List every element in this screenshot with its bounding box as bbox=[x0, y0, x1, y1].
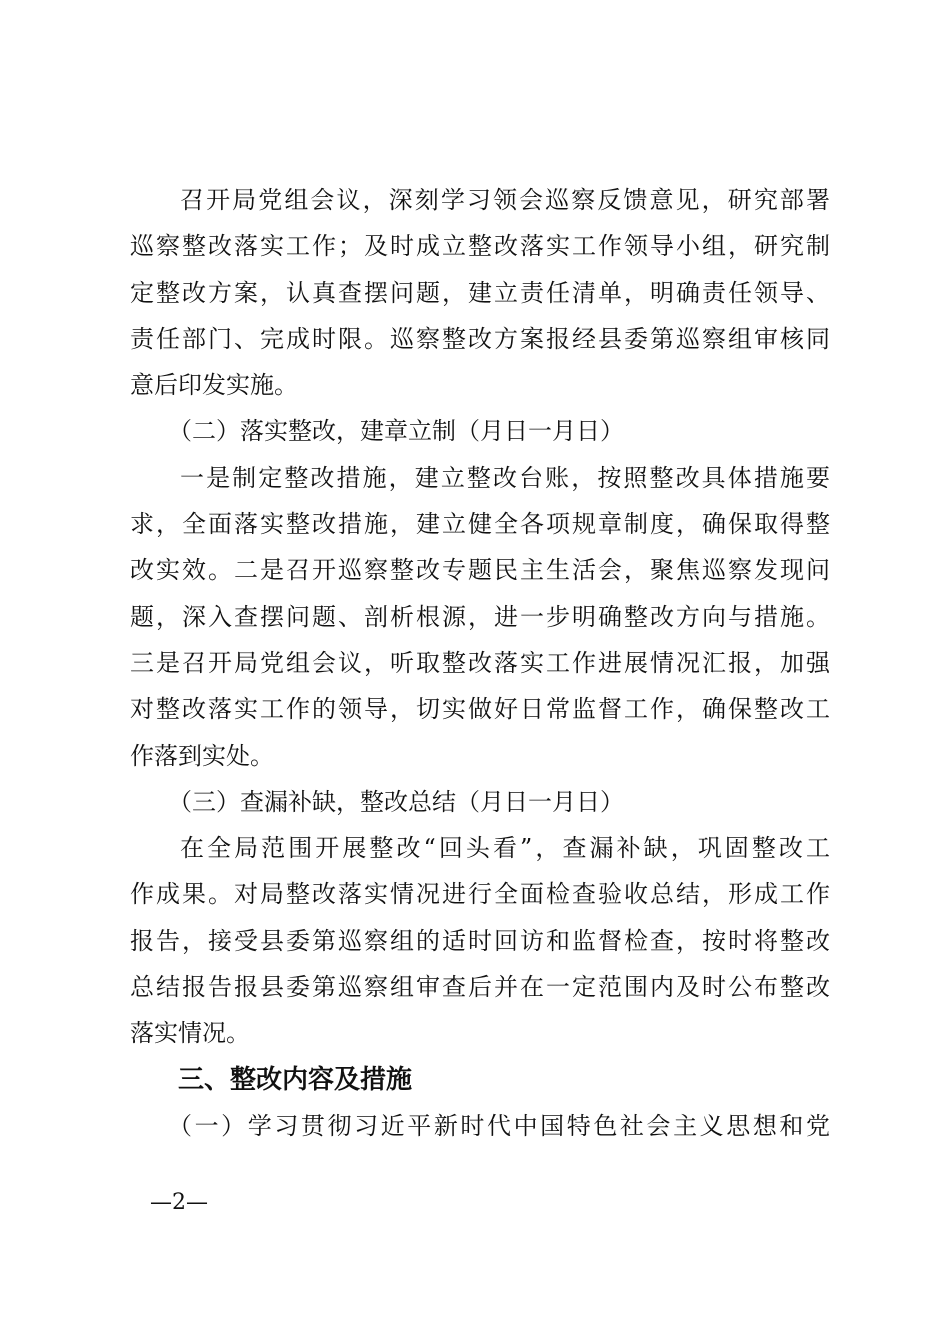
text-line: 召开局党组会议，深刻学习领会巡察反馈意见，研究部署 bbox=[180, 186, 830, 214]
paragraph bbox=[130, 825, 830, 1056]
document-body bbox=[130, 177, 830, 1149]
text-line: 对整改落实工作的领导，切实做好日常监督工作，确保整改工 bbox=[130, 695, 830, 724]
text-line: （一）学习贯彻习近平新时代中国特色社会主义思想和党 bbox=[168, 1111, 830, 1140]
page-number: —2— bbox=[150, 1190, 208, 1215]
text-line: 作成果。对局整改落实情况进行全面检查验收总结，形成工作 bbox=[130, 880, 830, 909]
text-line: 定整改方案，认真查摆问题，建立责任清单，明确责任领导、 bbox=[130, 278, 830, 307]
text-line: 报告，接受县委第巡察组的适时回访和监督检查，按时将整改 bbox=[130, 926, 830, 955]
paragraph bbox=[130, 177, 830, 408]
text-line: 责任部门、完成时限。巡察整改方案报经县委第巡察组审核同 bbox=[130, 324, 830, 353]
text-line: 改实效。二是召开巡察整改专题民主生活会，聚焦巡察发现问 bbox=[130, 556, 830, 585]
section-heading bbox=[130, 1057, 830, 1103]
text-line: 一是制定整改措施，建立整改台账，按照整改具体措施要 bbox=[180, 463, 830, 492]
text-line: 总结报告报县委第巡察组审查后并在一定范围内及时公布整改 bbox=[130, 973, 830, 1002]
text-line: （二）落实整改，建章立制（月日一月日） bbox=[168, 417, 624, 446]
paragraph bbox=[130, 455, 830, 779]
text-line: 意后印发实施。 bbox=[130, 371, 298, 400]
text-line: 巡察整改落实工作；及时成立整改落实工作领导小组，研究制 bbox=[130, 232, 830, 261]
subsection-heading bbox=[130, 779, 830, 825]
subsection-heading bbox=[130, 408, 830, 454]
text-line: 三、整改内容及措施 bbox=[178, 1064, 413, 1095]
text-line: 在全局范围开展整改“回头看”，查漏补缺，巩固整改工 bbox=[180, 834, 830, 863]
text-line: 三是召开局党组会议，听取整改落实工作进展情况汇报，加强 bbox=[130, 648, 830, 677]
text-line: 落实情况。 bbox=[130, 1019, 250, 1048]
text-line: 题，深入查摆问题、剖析根源，进一步明确整改方向与措施。 bbox=[130, 602, 830, 631]
subsection-heading bbox=[130, 1103, 830, 1149]
text-line: （三）查漏补缺，整改总结（月日一月日） bbox=[168, 787, 624, 816]
text-line: 作落到实处。 bbox=[130, 741, 274, 770]
text-line: 求，全面落实整改措施，建立健全各项规章制度，确保取得整 bbox=[130, 510, 830, 539]
